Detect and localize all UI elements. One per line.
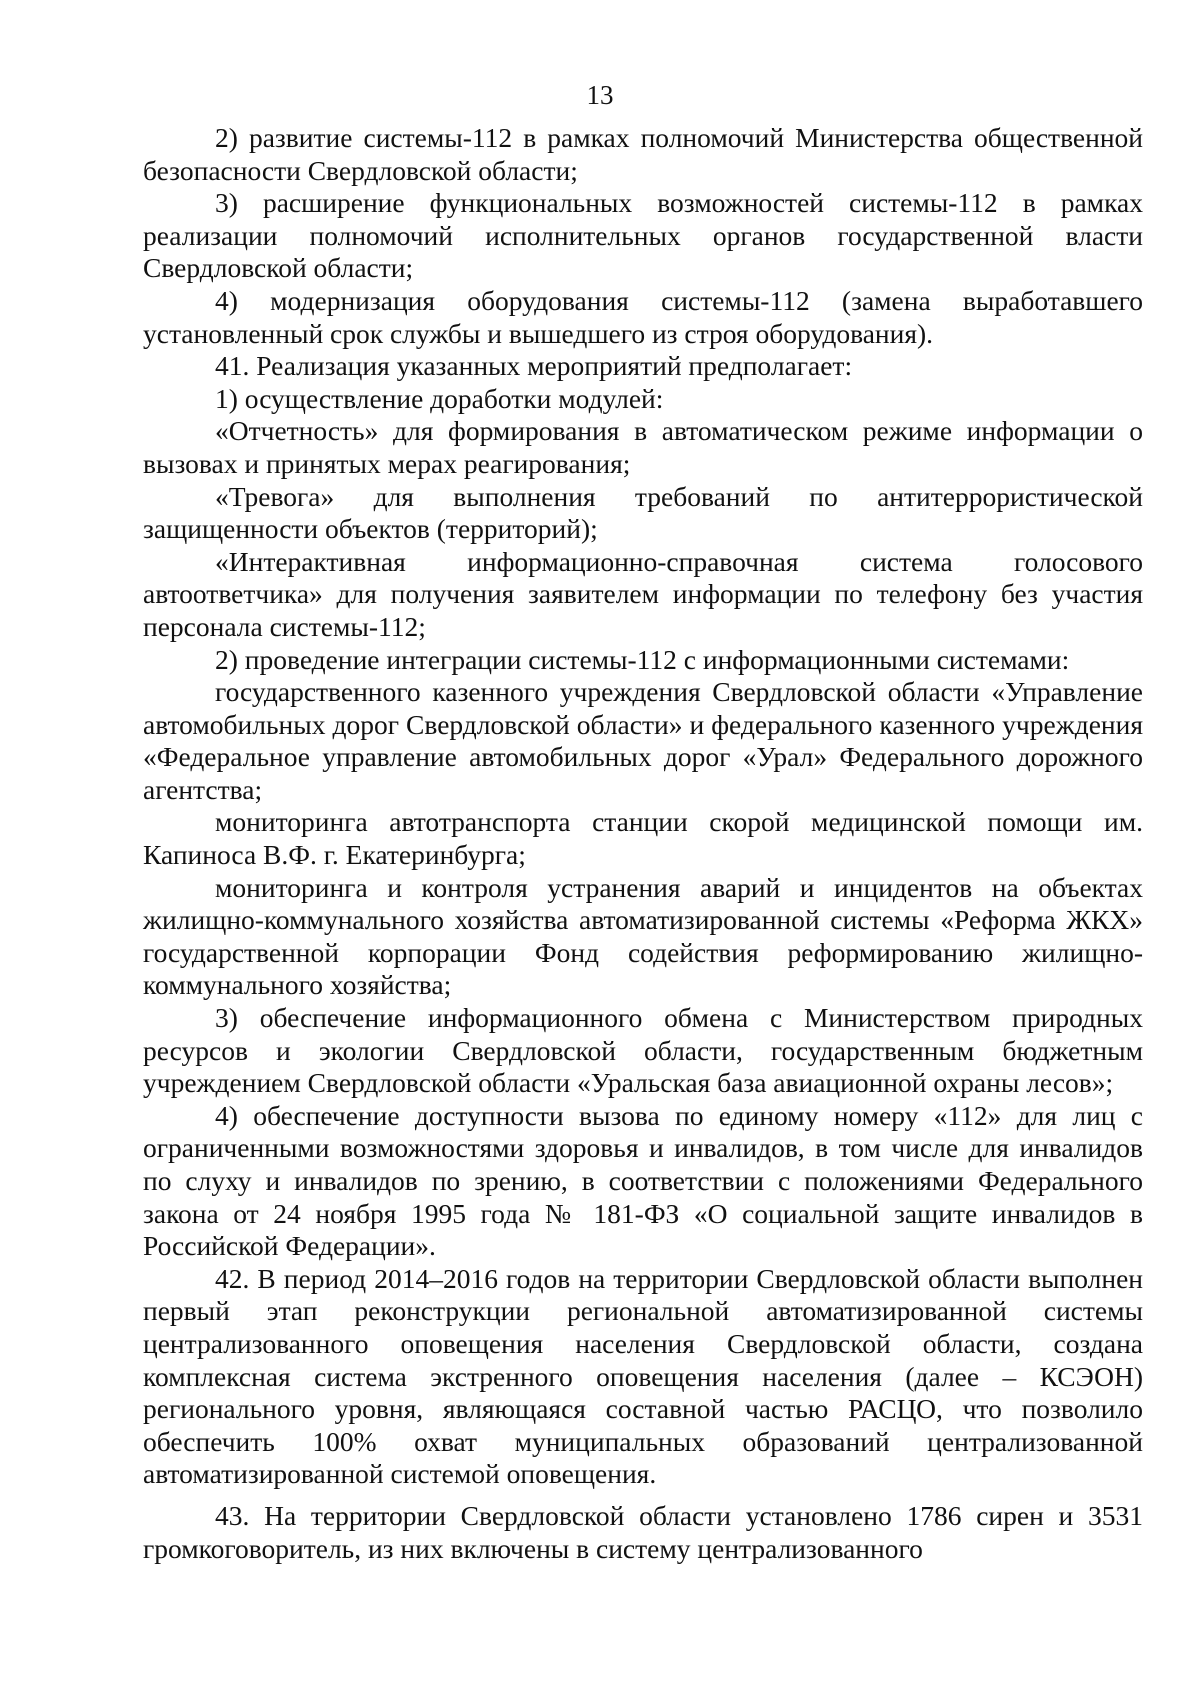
paragraph-41-item-2: 2) проведение интеграции системы-112 с информационными системами:: [215, 643, 1070, 675]
paragraph-module-ivr: «Интерактивная информационно-справочная система голосового автоответчика» для получения заявителем информации по телефону без участия персонала системы-112;: [143, 545, 1143, 642]
paragraph-3-item: 3) расширение функциональных возможностей системы-112 в рамках реализации полномочий исполнительных органов государственной власти Свердловской области;: [143, 187, 1143, 284]
paragraph-module-otchetnost: «Отчетность» для формирования в автоматическом режиме информации о вызовах и принятых мерах реагирования;: [143, 415, 1143, 479]
paragraph-module-trevoga: «Тревога» для выполнения требований по антитеррористической защищенности объектов (территорий);: [143, 480, 1143, 545]
paragraph-integration-housing: мониторинга и контроля устранения аварий и инцидентов на объектах жилищно-коммунального хозяйства автоматизированной системы «Реформа ЖКХ» государственной корпорации Фонд содействия реформированию жилищно-коммунального хозяйства;: [143, 871, 1143, 1001]
paragraph-integration-ambulance: мониторинга автотранспорта станции скорой медицинской помощи им. Капиноса В.Ф. г. Екатеринбурга;: [143, 806, 1143, 871]
document-body: [143, 122, 1143, 1565]
paragraph-4-item: 4) модернизация оборудования системы-112 (замена выработавшего установленный срок службы и вышедшего из строя оборудования).: [143, 284, 1143, 349]
paragraph-41-item-3: 3) обеспечение информационного обмена с Министерством природных ресурсов и экологии Свердловской области, государственным бюджетным учреждением Свердловской области «Уральская база авиационной охраны лесов»;: [143, 1002, 1143, 1099]
paragraph-integration-roads: государственного казенного учреждения Свердловской области «Управление автомобильных дорог Свердловской области» и федерального казенного учреждения «Федеральное управление автомобильных дорог «Урал» Федерального дорожного агентства;: [143, 676, 1143, 805]
paragraph-41-item-4: 4) обеспечение доступности вызова по единому номеру «112» для лиц с ограниченными возможностями здоровья и инвалидов, в том числе для инвалидов по слуху и инвалидов по зрению, в соответствии с положениями Федерального закона от 24 ноября 1995 года № 181-ФЗ «О социальной защите инвалидов в Российской Федерации».: [143, 1099, 1143, 1262]
paragraph-42: 42. В период 2014–2016 годов на территории Свердловской области выполнен первый этап реконструкции региональной автоматизированной системы централизованного оповещения населения Свердловской области, создана комплексная система экстренного оповещения населения (далее – КСЭОН) регионального уровня, являющаяся составной частью РАСЦО, что позволило обеспечить 100% охват муниципальных образований централизованной автоматизированной системой оповещения.: [143, 1262, 1143, 1490]
page-number: 13: [586, 80, 614, 110]
paragraph-41-item-1: 1) осуществление доработки модулей:: [215, 382, 664, 414]
paragraph-2-item: 2) развитие системы-112 в рамках полномочий Министерства общественной безопасности Свердловской области;: [143, 122, 1143, 186]
paragraph-41: 41. Реализация указанных мероприятий предполагает:: [215, 350, 853, 382]
paragraph-43: 43. На территории Свердловской области установлено 1786 сирен и 3531 громкоговоритель, из них включены в систему централизованного: [143, 1499, 1143, 1564]
